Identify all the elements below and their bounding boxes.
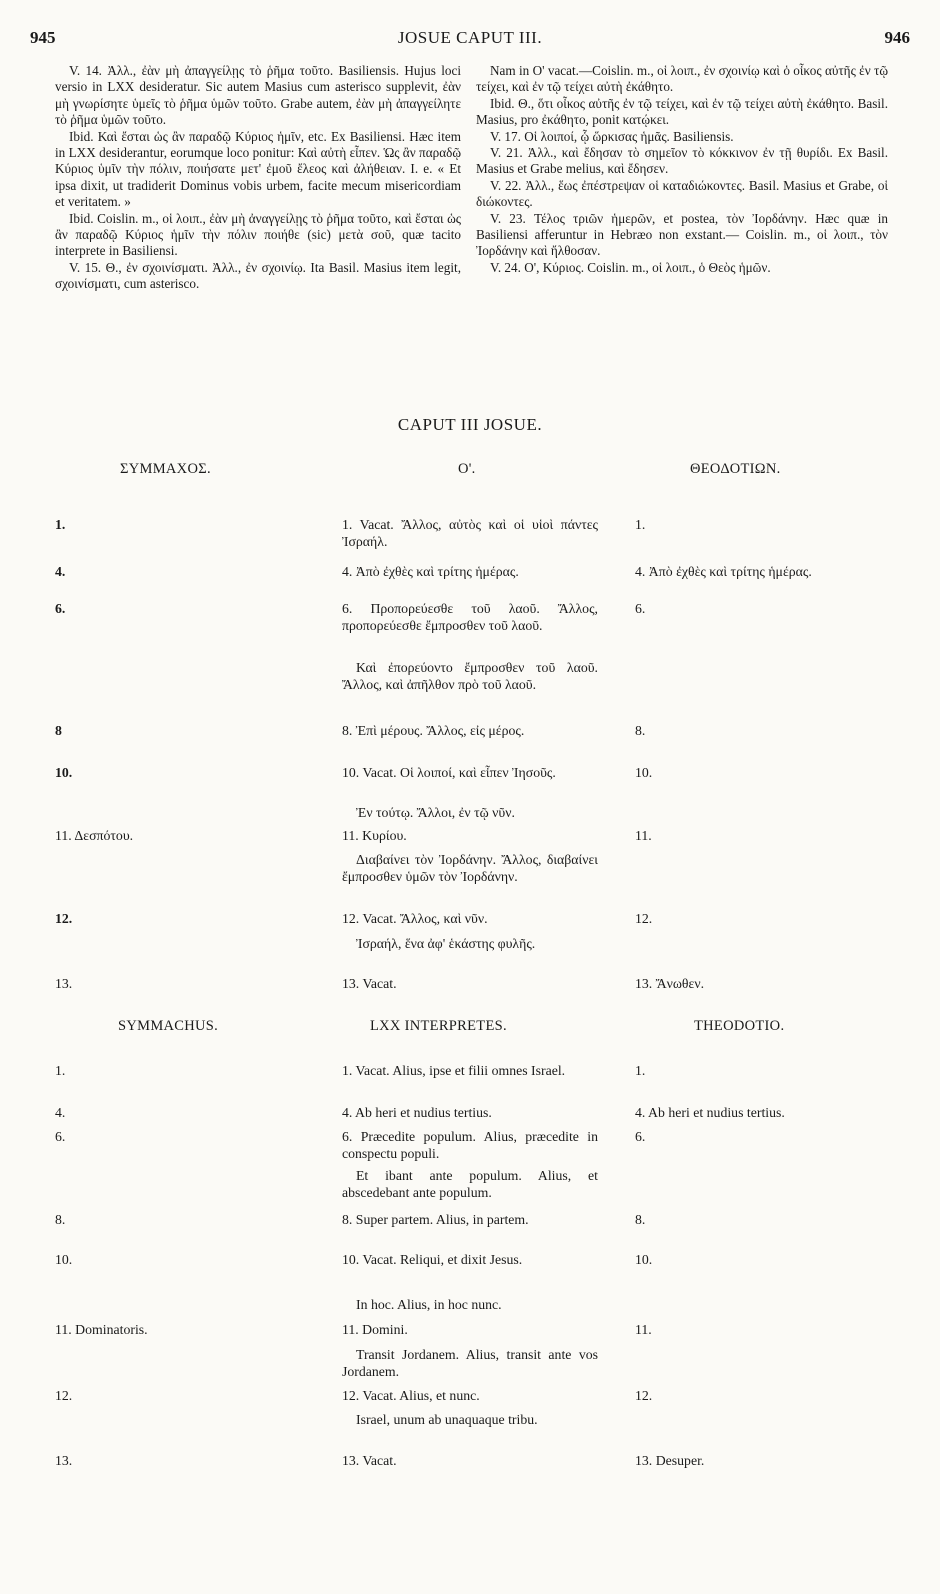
latin-theodotio-cell: 8.: [635, 1212, 646, 1227]
note-paragraph: Ibid. Θ., ὅτι οἶκος αὐτῆς ἐν τῷ τείχει, καὶ ἐν τῷ τείχει αὐτὴ ἐκάθητο. Basil. Masius, pro ἐκάθητο, ponit κατῴκει.: [476, 95, 888, 128]
latin-symmachus-cell: 1.: [55, 1063, 66, 1078]
latin-theodotio-cell: 11.: [635, 1322, 652, 1337]
greek-lxx-cell: Καὶ ἐπορεύοντο ἔμπροσθεν τοῦ λαοῦ. Ἄλλος, καὶ ἀπῆλθον πρὸ τοῦ λαοῦ.: [342, 660, 598, 692]
running-header: [30, 28, 910, 54]
running-title: JOSUE CAPUT III.: [397, 28, 543, 47]
greek-symmachus-cell: 13.: [55, 976, 73, 991]
latin-symmachus-cell: 11. Dominatoris.: [55, 1322, 148, 1337]
note-paragraph: V. 23. Τέλος τριῶν ἡμερῶν, et postea, τὸν Ἰορδάνην. Hæc quæ in Basiliensi afferuntur in Hebræo non exstant.— Coislin. m., οἱ λοιπ., τὸν Ἰορδάνην καὶ ἤλθοσαν.: [476, 210, 888, 259]
latin-lxx-cell: 6. Præcedite populum. Alius, præcedite in conspectu populi.: [342, 1129, 598, 1161]
note-paragraph: V. 22. Ἀλλ., ἕως ἐπέστρεψαν οἱ καταδιώκοντες. Basil. Masius et Grabe, οἱ διώκοντες.: [476, 177, 888, 210]
latin-theodotio-cell: 12.: [635, 1388, 653, 1403]
page-number-left: 945: [30, 28, 56, 47]
greek-header-lxx: Ο'.: [458, 461, 476, 477]
latin-lxx-cell: 8. Super partem. Alius, in partem.: [342, 1212, 529, 1227]
greek-theodotion-cell: 6.: [635, 601, 646, 616]
latin-lxx-cell: In hoc. Alius, in hoc nunc.: [356, 1297, 502, 1312]
latin-theodotio-cell: 13. Desuper.: [635, 1453, 705, 1468]
latin-symmachus-cell: 8.: [55, 1212, 66, 1227]
greek-theodotion-cell: 10.: [635, 765, 653, 780]
greek-lxx-cell: 11. Κυρίου.: [342, 828, 407, 843]
greek-lxx-cell: 10. Vacat. Οἱ λοιποί, καὶ εἶπεν Ἰησοῦς.: [342, 765, 556, 780]
latin-lxx-cell: 12. Vacat. Alius, et nunc.: [342, 1388, 480, 1403]
latin-lxx-cell: 4. Ab heri et nudius tertius.: [342, 1105, 492, 1120]
greek-header-theodotion: ΘΕΟΔΟΤΙΩΝ.: [690, 461, 781, 477]
latin-symmachus-cell: 13.: [55, 1453, 73, 1468]
latin-theodotio-cell: 10.: [635, 1252, 653, 1267]
greek-symmachus-cell: 1.: [55, 517, 66, 532]
greek-header-symmachus: ΣΥΜΜΑΧΟΣ.: [120, 461, 211, 477]
notes-column-right: [476, 63, 888, 276]
greek-symmachus-cell: 11. Δεσπότου.: [55, 828, 134, 843]
greek-lxx-cell: Ἰσραήλ, ἕνα ἀφ' ἑκάστης φυλῆς.: [356, 936, 536, 951]
note-paragraph: Ibid. Coislin. m., οἱ λοιπ., ἐὰν μὴ ἀναγγείλῃς τὸ ῥῆμα τοῦτο, καὶ ἔσται ὡς ἂν παραδῷ Κύριος ἡμῖν τὴν πόλιν ποιήθε (sic) μετὰ σοῦ, quæ tacito interprete in Basiliensi.: [55, 210, 461, 259]
latin-symmachus-cell: 12.: [55, 1388, 73, 1403]
latin-theodotio-cell: 6.: [635, 1129, 646, 1144]
latin-lxx-cell: 10. Vacat. Reliqui, et dixit Jesus.: [342, 1252, 523, 1267]
greek-symmachus-cell: 4.: [55, 564, 66, 579]
note-paragraph: V. 17. Οἱ λοιποί, ᾧ ὥρκισας ἡμᾶς. Basiliensis.: [490, 128, 734, 144]
latin-symmachus-cell: 4.: [55, 1105, 66, 1120]
note-paragraph: Nam in O' vacat.—Coislin. m., οἱ λοιπ., ἐν σχοινίῳ καὶ ὁ οἶκος αὐτῆς ἐν τῷ τείχει, καὶ ἐν τῷ τείχει αὐτὴ ἐκάθητο.: [476, 63, 888, 95]
greek-lxx-cell: 8. Ἐπὶ μέρους. Ἄλλος, εἰς μέρος.: [342, 723, 525, 738]
latin-lxx-cell: 11. Domini.: [342, 1322, 408, 1337]
note-paragraph: V. 24. Ο', Κύριος. Coislin. m., οἱ λοιπ., ὁ Θεὸς ἡμῶν.: [490, 259, 771, 275]
note-paragraph: V. 21. Ἀλλ., καὶ ἔδησαν τὸ σημεῖον τὸ κόκκινον ἐν τῇ θυρίδι. Ex Basil. Masius et Grabe melius, καὶ ἔδησεν.: [476, 145, 888, 177]
latin-theodotio-cell: 4. Ab heri et nudius tertius.: [635, 1105, 785, 1120]
latin-theodotio-cell: 1.: [635, 1063, 646, 1078]
note-paragraph: V. 15. Θ., ἐν σχοινίσματι. Ἀλλ., ἐν σχοινίῳ. Ita Basil. Masius item legit, σχοινίσματι, cum asterisco.: [55, 259, 461, 292]
page-number-right: 946: [884, 28, 910, 47]
note-paragraph: V. 14. Ἀλλ., ἐὰν μὴ ἀπαγγείλῃς τὸ ῥῆμα τοῦτο. Basiliensis. Hujus loci versio in LXX desideratur. Sic autem Masius cum asterisco supplevit, ἐὰν μὴ γνωρίσητε ὑμεῖς τὸ ῥῆμα ὑμῶν τοῦτο. Grabe autem, ἐὰν μὴ ἀπαγγείλητε τὸ ῥῆμα ὑμῶν τοῦτο.: [55, 63, 461, 128]
greek-theodotion-cell: 4. Ἀπὸ ἐχθὲς καὶ τρίτης ἡμέρας.: [635, 564, 812, 579]
latin-lxx-cell: Transit Jordanem. Alius, transit ante vos Jordanem.: [342, 1347, 598, 1379]
greek-theodotion-cell: 11.: [635, 828, 652, 843]
latin-symmachus-cell: 10.: [55, 1252, 73, 1267]
note-paragraph: Ibid. Καὶ ἔσται ὡς ἂν παραδῷ Κύριος ἡμῖν, etc. Ex Basiliensi. Hæc item in LXX desiderantur, eorumque loco ponitur: Καὶ αὐτὴ εἶπεν. Ὡς ἂν παραδῷ Κύριος ὑμῖν τὴν πόλιν, ποιήσατε μετ' ἐμοῦ ἔλεος καὶ ἀλήθειαν. I. e. « Et ipsa dixit, ut tradiderit Dominus vobis urbem, facite mecum misericordiam et veritatem. »: [55, 128, 461, 210]
greek-symmachus-cell: 6.: [55, 601, 66, 616]
greek-symmachus-cell: 10.: [55, 765, 73, 780]
section-title: CAPUT III JOSUE.: [397, 415, 543, 434]
latin-header-lxx: LXX INTERPRETES.: [370, 1018, 507, 1034]
greek-lxx-cell: Ἐν τούτῳ. Ἄλλοι, ἐν τῷ νῦν.: [356, 805, 515, 820]
greek-lxx-cell: 6. Προπορεύεσθε τοῦ λαοῦ. Ἄλλος, προπορεύεσθε ἔμπροσθεν τοῦ λαοῦ.: [342, 601, 598, 633]
greek-lxx-cell: 12. Vacat. Ἄλλος, καὶ νῦν.: [342, 911, 488, 926]
greek-theodotion-cell: 1.: [635, 517, 646, 532]
latin-header-symmachus: SYMMACHUS.: [118, 1018, 219, 1034]
greek-theodotion-cell: 8.: [635, 723, 646, 738]
greek-theodotion-cell: 12.: [635, 911, 653, 926]
greek-lxx-cell: 4. Ἀπὸ ἐχθὲς καὶ τρίτης ἡμέρας.: [342, 564, 519, 579]
greek-lxx-cell: Διαβαίνει τὸν Ἰορδάνην. Ἄλλος, διαβαίνει ἔμπροσθεν ὑμῶν τὸν Ἰορδάνην.: [342, 852, 598, 884]
latin-symmachus-cell: 6.: [55, 1129, 66, 1144]
greek-lxx-cell: 1. Vacat. Ἄλλος, αὐτὸς καὶ οἱ υἱοὶ πάντες Ἰσραήλ.: [342, 517, 598, 549]
latin-lxx-cell: 13. Vacat.: [342, 1453, 397, 1468]
greek-theodotion-cell: 13. Ἄνωθεν.: [635, 976, 705, 991]
latin-lxx-cell: Israel, unum ab unaquaque tribu.: [356, 1412, 538, 1427]
greek-symmachus-cell: 8: [55, 723, 62, 738]
latin-lxx-cell: 1. Vacat. Alius, ipse et filii omnes Israel.: [342, 1063, 566, 1078]
latin-lxx-cell: Et ibant ante populum. Alius, et abscedebant ante populum.: [342, 1168, 598, 1200]
notes-column-left: [55, 63, 461, 293]
greek-symmachus-cell: 12.: [55, 911, 73, 926]
latin-header-theodotio: THEODOTIO.: [694, 1018, 785, 1034]
greek-lxx-cell: 13. Vacat.: [342, 976, 397, 991]
